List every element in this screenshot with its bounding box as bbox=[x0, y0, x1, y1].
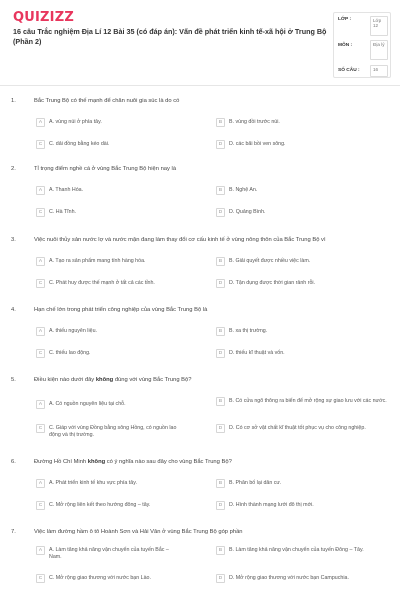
keyword-khong: không bbox=[87, 459, 106, 465]
option-b[interactable]: B B. Phân bố lại dân cư. bbox=[216, 479, 397, 488]
option-letter-box: D bbox=[216, 424, 225, 433]
question-text: Hạn chế lớn trong phát triển công nghiệp của vùng Bắc Trung Bộ là bbox=[34, 307, 208, 313]
option-letter-box: C bbox=[36, 424, 45, 433]
mon-label: MÔN : bbox=[338, 43, 353, 48]
question-number: 5. bbox=[11, 377, 16, 383]
option-b[interactable]: B B. xa thị trường. bbox=[216, 327, 397, 336]
option-a[interactable]: A A. Phát triển kinh tế khu vực phía tây. bbox=[36, 479, 179, 488]
option-d[interactable]: D D. Hình thành mạng lưới đô thị mới. bbox=[216, 501, 397, 510]
option-letter-box: B bbox=[216, 397, 225, 406]
page-title: 16 câu Trắc nghiệm Địa Lí 12 Bài 35 (có đáp án): Vấn đề phát triển kinh tế-xã hội ở Trung Bộ (Phần 2) bbox=[13, 27, 327, 46]
option-letter-box: A bbox=[36, 546, 45, 555]
option-a[interactable]: A A. vùng núi ở phía tây. bbox=[36, 118, 179, 127]
option-letter-box: C bbox=[36, 349, 45, 358]
keyword-khong: không bbox=[95, 377, 114, 383]
option-letter-box: D bbox=[216, 574, 225, 583]
option-letter-box: C bbox=[36, 279, 45, 288]
option-c[interactable]: C C. thiếu lao động. bbox=[36, 349, 179, 358]
option-letter-box: D bbox=[216, 208, 225, 217]
option-letter-box: A bbox=[36, 327, 45, 336]
option-letter-box: C bbox=[36, 574, 45, 583]
question-number: 4. bbox=[11, 307, 16, 313]
question-number: 6. bbox=[11, 459, 16, 465]
question-text: Điều kiện nào dưới đây không đúng với vùng Bắc Trung Bộ? bbox=[34, 377, 192, 383]
option-a[interactable]: A A. Thanh Hóa. bbox=[36, 186, 179, 195]
option-letter-box: C bbox=[36, 208, 45, 217]
so-cau-label: SỐ CÂU : bbox=[338, 68, 360, 73]
question-text: Đường Hồ Chí Minh không có ý nghĩa nào sau đây cho vùng Bắc Trung Bộ? bbox=[34, 459, 232, 465]
lop-value: Lớp 12 bbox=[370, 16, 388, 36]
option-letter-box: B bbox=[216, 186, 225, 195]
option-c[interactable]: C C. Mở rộng giao thương với nước bạn Lào. bbox=[36, 574, 199, 583]
option-b[interactable]: B B. Làm tăng khả năng vận chuyển của tuyến Đông – Tây. bbox=[216, 546, 397, 555]
question-text: Bắc Trung Bộ có thế mạnh để chăn nuôi gia súc là do có bbox=[34, 98, 180, 104]
option-a[interactable]: A A. Có nguồn nguyên liệu tại chỗ. bbox=[36, 400, 179, 409]
option-letter-box: B bbox=[216, 257, 225, 266]
option-d[interactable]: D D. thiếu kĩ thuật và vốn. bbox=[216, 349, 397, 358]
option-d[interactable]: D D. Quảng Bình. bbox=[216, 208, 397, 217]
option-b[interactable]: B B. Giải quyết được nhiều việc làm. bbox=[216, 257, 397, 266]
question-text: Tỉ trọng điểm nghề cá ở vùng Bắc Trung Bộ hiện nay là bbox=[34, 166, 177, 172]
option-a[interactable]: A A. Làm tăng khả năng vận chuyển của tuyến Bắc – Nam. bbox=[36, 546, 179, 561]
question-number: 1. bbox=[11, 98, 16, 104]
option-c[interactable]: C C. Hà Tĩnh. bbox=[36, 208, 179, 217]
option-d[interactable]: D D. Có cơ sở vật chất kĩ thuật tốt phục vụ cho công nghiệp. bbox=[216, 424, 397, 433]
question-number: 7. bbox=[11, 529, 16, 535]
option-c[interactable]: C C. Mở rộng liên kết theo hướng đông – tây. bbox=[36, 501, 199, 510]
question-text: Việc làm đường hầm ô tô Hoành Sơn và Hải Vân ở vùng Bắc Trung Bộ góp phần bbox=[34, 529, 243, 535]
option-d[interactable]: D D. Tận dụng được thời gian rảnh rỗi. bbox=[216, 279, 397, 288]
option-letter-box: D bbox=[216, 349, 225, 358]
option-letter-box: A bbox=[36, 479, 45, 488]
option-b[interactable]: B B. Nghệ An. bbox=[216, 186, 397, 195]
question-text: Việc nuôi thủy sản nước lợ và nước mặn đang làm thay đổi cơ cấu kinh tế ở vùng nông thôn của Bắc Trung Bộ vì bbox=[34, 237, 326, 243]
option-c[interactable]: C C. Phát huy được thế mạnh ở tất cả các tỉnh. bbox=[36, 279, 179, 288]
option-letter-box: B bbox=[216, 327, 225, 336]
option-letter-box: B bbox=[216, 118, 225, 127]
quizizz-logo: QUIZIZZ bbox=[13, 10, 74, 25]
option-letter-box: D bbox=[216, 279, 225, 288]
option-letter-box: A bbox=[36, 118, 45, 127]
option-a[interactable]: A A. Tạo ra sản phẩm mang tính hàng hóa. bbox=[36, 257, 179, 266]
option-b[interactable]: B B. vùng đồi trước núi. bbox=[216, 118, 397, 127]
option-c[interactable]: C C. Giáp với vùng Đồng bằng sông Hồng, có nguồn lao động và thị trường. bbox=[36, 424, 189, 439]
question-number: 2. bbox=[11, 166, 16, 172]
option-letter-box: C bbox=[36, 501, 45, 510]
question-number: 3. bbox=[11, 237, 16, 243]
option-b[interactable]: B B. Có cửa ngõ thông ra biển để mở rộng sự giao lưu với các nước. bbox=[216, 397, 397, 406]
option-letter-box: C bbox=[36, 140, 45, 149]
so-cau-value: 16 bbox=[370, 65, 388, 77]
option-letter-box: A bbox=[36, 186, 45, 195]
option-letter-box: B bbox=[216, 479, 225, 488]
option-d[interactable]: D D. Mở rộng giao thương với nước bạn Campuchia. bbox=[216, 574, 397, 583]
option-letter-box: D bbox=[216, 501, 225, 510]
option-a[interactable]: A A. thiếu nguyên liệu. bbox=[36, 327, 179, 336]
meta-box bbox=[333, 12, 391, 78]
option-letter-box: B bbox=[216, 546, 225, 555]
option-c[interactable]: C C. dải đồng bằng kéo dài. bbox=[36, 140, 179, 149]
option-d[interactable]: D D. các bãi bồi ven sông. bbox=[216, 140, 397, 149]
lop-label: LỚP : bbox=[338, 17, 352, 22]
option-letter-box: A bbox=[36, 400, 45, 409]
worksheet-header bbox=[0, 0, 400, 86]
option-letter-box: D bbox=[216, 140, 225, 149]
option-letter-box: A bbox=[36, 257, 45, 266]
mon-value: Địa lý bbox=[370, 40, 388, 60]
